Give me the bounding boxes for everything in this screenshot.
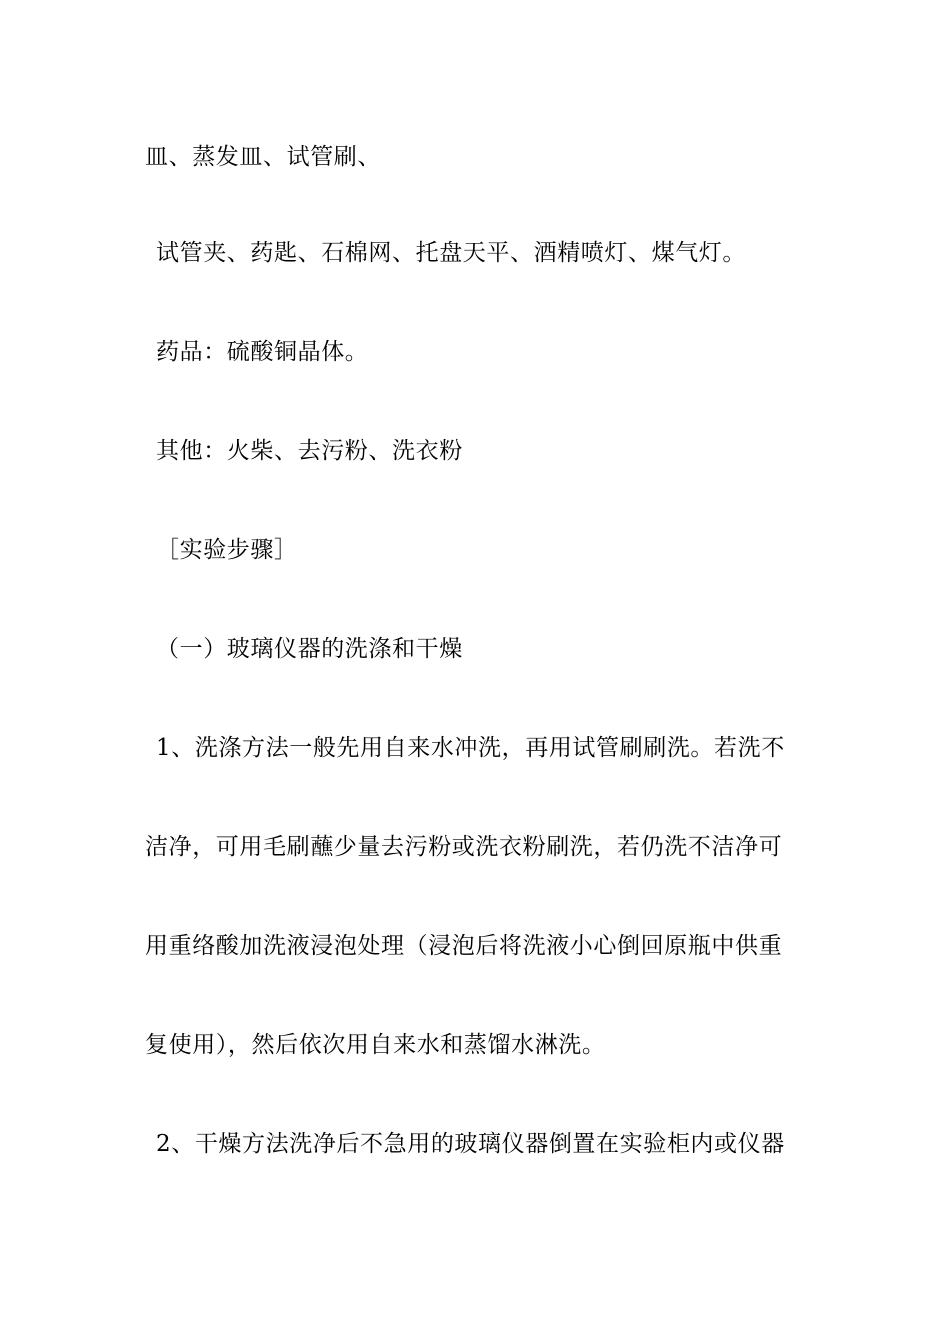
section-heading-procedure: ［实验步骤］	[156, 537, 298, 563]
reagents-line: 药品：硫酸铜晶体。	[156, 339, 369, 365]
equipment-list-line: 试管夹、药匙、石棉网、托盘天平、酒精喷灯、煤气灯。	[156, 240, 746, 266]
washing-method-paragraph-line: 用重络酸加洗液浸泡处理（浸泡后将洗液小心倒回原瓶中供重	[145, 933, 783, 959]
washing-method-paragraph-line: 洁净，可用毛刷蘸少量去污粉或洗衣粉刷洗，若仍洗不洁净可	[145, 834, 783, 860]
drying-method-paragraph-line: 2、干燥方法洗净后不急用的玻璃仪器倒置在实验柜内或仪器	[156, 1131, 785, 1157]
washing-method-paragraph-line: 1、洗涤方法一般先用自来水冲洗，再用试管刷刷洗。若洗不	[156, 735, 785, 761]
subsection-heading-glassware: （一）玻璃仪器的洗涤和干燥	[156, 636, 463, 662]
washing-method-paragraph-line: 复使用），然后依次用自来水和蒸馏水淋洗。	[145, 1032, 606, 1058]
equipment-list-continued: 皿、蒸发皿、试管刷、	[145, 144, 381, 170]
other-materials-line: 其他：火柴、去污粉、洗衣粉	[156, 438, 463, 464]
